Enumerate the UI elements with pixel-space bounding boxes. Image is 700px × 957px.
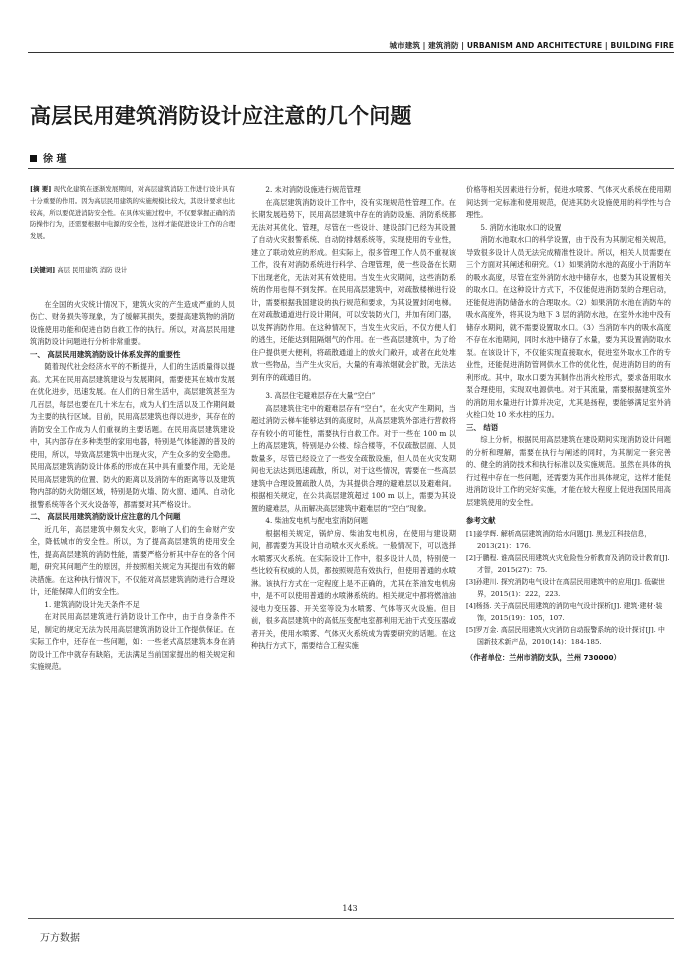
- keywords-label: [关键词]: [30, 265, 56, 274]
- keywords: [30, 265, 235, 277]
- reference-item: [1]姜学辉. 解析高层建筑消防给水问题[J]. 黑龙江科技信息，2013(21)：176.: [466, 529, 652, 550]
- author-line: [30, 150, 66, 165]
- intro-paragraph: 在全国的火灾统计情况下，建筑火灾的产生造成严重的人员伤亡、财务损失等现象，为了缓解其损失，要提高建筑物的消防设施使用功能和促进自防自救工作的执行。所以，对高层民用建筑消防设计问题进行分析非常重要。: [30, 299, 235, 347]
- title-rule: [28, 168, 674, 169]
- abstract: [30, 184, 235, 243]
- references-heading: 参考文献: [466, 516, 496, 525]
- running-head: 城市建筑 | 建筑消防 | URBANISM AND ARCHITECTURE | BUILDING FIRE: [389, 41, 674, 50]
- subsection-2-5-heading: 5. 消防水池取水口的设置: [480, 222, 562, 232]
- subsection-2-5-paragraph: 消防水池取水口的科学设置，由于没有为其制定相关规范，导致很多设计人员无法完成精准性设计。所以，相关人员需要在三个方面对其阐述和研究。（1）如果消防水池的高度小于消防车的吸水高度，尽管在室外消防水池中储存水，也要为其设置相关的取水口。在这种设计方式下，不仅能促进消防泵的合理启动，还能促进消防储备水的合理取水。（2）如果消防水池在消防车的吸水高度外，将其设为地下 3 层的消防水池，在室外水池中没有储存水期间，就不需要设置取水口。（3）当消防车内的吸水高度不存在水池期间，同时水池中储存了水量，要为其设置消防取水泵。在该设计下，不仅能实现直接取水，促进室外取水工作的专业性，还能促进消防管网供水工作的优化性，促进消防目的的有利形成。其中，取水口要为其制作出消火栓形式，要求备用取水泵合理使用，实现双电源供电。对于其流量，需要根据建筑室外的消防用水量进行计算并决定，尤其是扬程，要能够满足室外消火栓口处 10 米水柱的压力。: [466, 235, 671, 419]
- subsection-2-2-paragraph: 在高层建筑消防设计工作中，没有实现规范性管理工作。在长期发展趋势下，民用高层建筑中存在的消防设施、消防系统都无法对其优化、管理，尽管在一些设计、建设部门已经为其设置了自动火灾报警系统、自动防排烟系统等，实现使用的专业性，建立了联动效应的形成。但实际上，很多管理工作人员不重视该工作，没有对消防系统进行科学、合理管理，使一些设备在长期下出现老化，无法对其有效使用。当发生火灾期间，这些消防系统的作用也得不到发挥。在民用高层建筑中，对疏散楼梯进行设计，需要根据我国建设的执行规范和要求，为其设置封闭电梯。在对疏散通道进行设计期间，可以安装防火门，并加有闭门器，以发挥消防作用。在这种情况下，当发生火灾后，不仅方便人们的逃生，还能达到阻隔烟气的作用。在一些高层建筑中，为了给住户提供更大便利，将疏散通道上的放火门敞开，或者在此处堆放一些物品，当产生火灾后，大量的有毒浓烟就会扩散，无法达到有序的疏通目的。: [251, 197, 456, 382]
- subsection-2-3-paragraph: 高层建筑住宅中的避难层存有“空白”，在火灾产生期间，当超过消防云梯车能够达到的高度时，从高层建筑外部进行营救将存有较小的可能性，需要执行自救工作。对于一些在 100 m 以上的高层建筑，特别是办公楼、综合楼等，不仅疏散层面、人员数量多，尽管已经设立了一些安全疏散设施，但人员在火灾发期间也无法达到迅速疏散，所以，对于这些情况，需要在一些高层建筑中合理设置疏散人员，为其提供合理的避难层以及避难间。根据相关规定，在公共高层建筑超过 100 m 以上，需要为其设置的避难层，从而解决高层建筑中避难层的“空白”现象。: [251, 403, 456, 513]
- section-2-heading: 二、 高层民用建筑消防设计应注意的几个问题: [30, 512, 181, 522]
- reference-item: [2]于鹏程. 谁高层民用建筑火灾危险性分析教育及消防设计教育[J]. 才智，2015(27)：75.: [466, 553, 670, 574]
- keywords-text: 高层 民用建筑 消防 设计: [57, 265, 128, 274]
- subsection-2-2-heading: 2. 未对消防设施进行规范管理: [265, 185, 361, 194]
- section-2-paragraph: 近几年，高层建筑中频发火灾，影响了人们的生命财产安全，降低城市的安全性。所以，为了提高高层建筑的使用安全性，提高高层建筑的消防性能，需要严格分析其中存在的各个问题，研究其问题产生的原因，并按照相关规定为其提出有效的解决措施。在这种执行情况下，不仅能对高层建筑消防进行合理设计，还能保障人们的安全性。: [30, 524, 235, 597]
- abstract-text: 现代化建筑在逐渐发展期间，对高层建筑消防工作进行设计具有十分重要的作用。因为高层民用建筑的实施规模比较大，其设计要求也比较高，所以要促进消防安全性。在具体实施过程中，不仅要掌握正确的消防操作行为，还需要根据中电源的安全性，这样才能促进设计工作的合理发展。: [30, 185, 235, 241]
- subsection-2-3-heading: 3. 高层住宅避难层存在大量“空白”: [265, 391, 376, 400]
- author-name: 徐 瑾: [43, 154, 67, 165]
- section-1-heading: 一、 高层民用建筑消防设计体系发挥的重要性: [30, 349, 181, 359]
- abstract-label: [摘 要]: [30, 185, 52, 193]
- reference-item: [3]孙建川. 探究消防电气设计在高层民用建筑中的应用[J]. 低碳世界，2015(1)：222，223.: [466, 577, 665, 598]
- reference-item: [5]罗万金. 高层民用建筑火灾消防自动报警系统的设计探讨[J]. 中国新技术新产品，2010(14)：184-185.: [466, 625, 665, 646]
- reference-item: [4]杨扬. 关于高层民用建筑的消防电气设计探析[J]. 建筑·建材·装饰，2015(19)：105，107.: [466, 601, 663, 622]
- column-2: [251, 184, 456, 653]
- watermark: 万方数据: [40, 933, 80, 944]
- subsection-2-1-heading: 1. 建筑消防设计先天条件不足: [44, 599, 140, 609]
- column-3: [466, 184, 671, 664]
- references-list: [466, 528, 671, 648]
- header-rule: [28, 52, 674, 53]
- continued-paragraph: 价格等相关因素进行分析，促进水喷雾、气体灭火系统在使用期间达到一定标准和使用规范，促进其防火设施使用的科学性与合理性。: [466, 185, 671, 219]
- subsection-2-4-paragraph: 根据相关规定，锅炉房、柴油发电机房，在使用与建设期间，都需要为其设计自动喷水灭火系统。一般情况下，可以选择水喷雾灭火系统。在实际设计工作中，很多设计人员，特别使一些比较有权威的人员，都按照规范有效执行，但使用普通的水喷淋。该执行方式在一定程度上是不正确的，尤其在茶油发电机房中，是不可以使用普通的水喷淋系统的。相关规定中都将燃油油浸电力变压器、开关室等设为水喷雾、气体等灭火设施。但目前，很多高层建筑中的高低压变配电室都利用无油干式变压器或者开关，使用水喷雾、气体灭火系统成为需要研究的话题。在这种执行方式下，需要结合工程实施: [251, 528, 456, 650]
- column-1: [30, 184, 235, 674]
- section-1-paragraph: 随着现代社会经济水平的不断提升，人们的生活质量得以提高。尤其在民用高层建筑建设与发展期间，需要使其在城市发展在优化进步，迅速发展。在人们的日常生活中，高层建筑甚至为几百层，每层也要在几十米左右，成为人们生活以及工作期间最为主要的执行区域。目前，民用高层建筑也得以进步，其存在的消防安全工作成为人们重视的主要话题。在民用高层建筑建设中，其内部存在多种类型的家用电器，特别是气体能源的普及的使用，所以，导致高层建筑中出现火灾，产生众多的安全隐患。民用高层建筑消防设计体系的形成在其中具有重要作用，无论是民用高层建筑的位置、防火的距离以及消防车的距离等以及建筑物内部的防火防烟区域，特别是防火墙、防火窗、通风、自动化报警系统等各个灭火设备等，都需要对其严格设计。: [30, 362, 235, 509]
- section-3-paragraph: 综上分析，根据民用高层建筑在建设期间实现消防设计问题的分析和理解，需要在执行与阐述的同时，为其制定一套完善的、健全的消防技术和执行标准以及实施规范。虽然在具体的执行过程中存在一些问题，还需要为其作出具体规定，这样才能促进消防设计工作的完好实施，才能在较大程度上促进我国民用高层建筑使用的安全性。: [466, 435, 671, 507]
- author-marker-icon: [30, 155, 37, 162]
- footer-rule: [28, 918, 674, 919]
- section-3-heading: 三、 结语: [466, 422, 499, 432]
- author-affiliation: （作者单位：兰州市消防支队，兰州 730000）: [466, 652, 621, 662]
- page-number: 143: [342, 904, 358, 913]
- article-title: 高层民用建筑消防设计应注意的几个问题: [30, 104, 412, 128]
- subsection-2-4-heading: 4. 柴油发电机与配电室消防问题: [265, 516, 368, 525]
- subsection-2-1-paragraph: 在对民用高层建筑进行消防设计工作中，由于自身条件不足，制定的规定无法为民用高层建筑消防设计工作提供保证。在实际工作中，还存在一些问题，如：一些老式高层建筑本身在消防设计工作中就存有缺陷，无法满足当前国家提出的相关规定和实施规范。: [30, 612, 235, 672]
